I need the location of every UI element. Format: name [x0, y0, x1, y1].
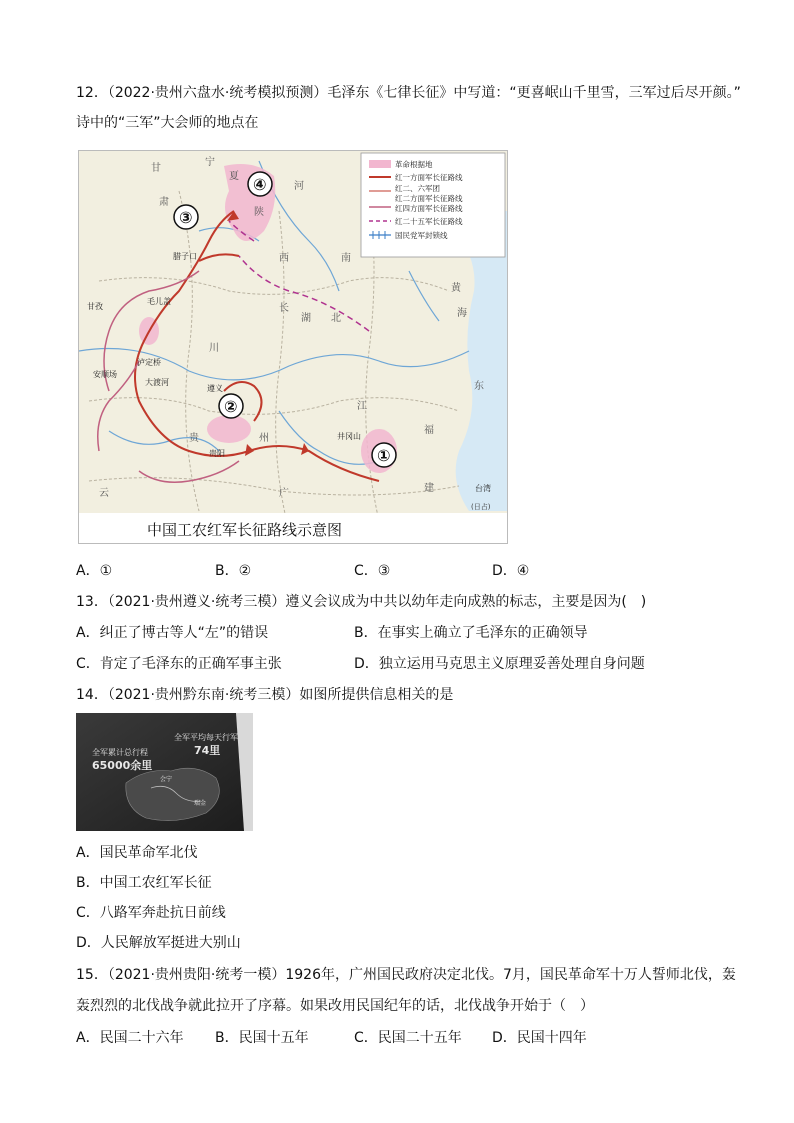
region-nan: 南	[341, 253, 351, 264]
q13-option-c[interactable]: C．肯定了毛泽东的正确军事主张	[76, 656, 282, 672]
place-guiyang: 贵阳	[209, 449, 225, 458]
q12-option-a[interactable]: A．①	[76, 563, 113, 579]
legend-fourth-army: 红四方面军长征路线	[395, 204, 463, 213]
region-yun: 云	[99, 488, 109, 499]
q13-option-d[interactable]: D．独立运用马克思主义原理妥善处理自身问题	[354, 656, 645, 672]
place-taiwan: 台湾	[475, 484, 491, 493]
q13-option-b[interactable]: B．在事实上确立了毛泽东的正确领导	[354, 625, 588, 641]
q15-option-d[interactable]: D．民国十四年	[492, 1030, 587, 1046]
q14-option-a[interactable]: A．国民革命军北伐	[76, 845, 198, 861]
place-ludingqiao: 泸定桥	[137, 358, 161, 367]
photo-text-65000: 65000余里	[92, 759, 153, 772]
q13-option-a[interactable]: A．纠正了博古等人“左”的错误	[76, 625, 269, 641]
q15-option-b[interactable]: B．民国十五年	[215, 1030, 309, 1046]
q15-option-a[interactable]: A．民国二十六年	[76, 1030, 184, 1046]
region-he: 河	[294, 181, 304, 192]
region-zhou: 州	[259, 433, 269, 444]
region-bei: 北	[331, 313, 341, 324]
q12-option-d[interactable]: D．④	[492, 563, 530, 579]
circle-1: ①	[377, 446, 391, 465]
photo-text-total: 全军累计总行程	[92, 748, 148, 757]
q12-stem-line2: 诗中的“三军”大会师的地点在	[76, 115, 259, 131]
long-march-photo	[76, 713, 253, 831]
photo-text-huining: 会宁	[160, 776, 173, 783]
region-guang: 广	[279, 488, 289, 499]
region-chang: 长	[279, 303, 289, 314]
q12-stem-line1: 12．（2022·贵州六盘水·统考模拟预测）毛泽东《七律长征》中写道：“更喜岷山千里雪，三军过后尽开颜。”	[76, 85, 741, 101]
q14-stem: 14．（2021·贵州黔东南·统考三模）如图所提供信息相关的是	[76, 687, 454, 703]
place-ganzi: 甘孜	[87, 302, 103, 311]
region-su: 肃	[159, 197, 169, 208]
region-xi: 西	[279, 253, 289, 264]
place-japanese-occupied: (日占)	[471, 503, 491, 511]
circle-2: ②	[224, 397, 238, 416]
region-gui: 贵	[189, 433, 199, 444]
long-march-map	[78, 150, 508, 544]
place-maoergai: 毛儿盖	[147, 297, 171, 306]
region-dong: 东	[474, 381, 484, 392]
place-daduhe: 大渡河	[145, 378, 169, 387]
region-ning: 宁	[205, 157, 215, 168]
circle-4: ④	[253, 175, 267, 194]
photo-text-74: 74里	[194, 744, 221, 757]
circle-3: ③	[179, 208, 193, 227]
place-lazikou: 腊子口	[173, 252, 197, 261]
region-jiang: 江	[357, 401, 367, 412]
place-anshunchang: 安顺场	[93, 370, 117, 379]
q14-option-b[interactable]: B．中国工农红军长征	[76, 875, 212, 891]
legend-2-6-corps: 红二、六军团	[395, 184, 440, 193]
q15-option-c[interactable]: C．民国二十五年	[354, 1030, 462, 1046]
region-gan: 甘	[151, 163, 161, 174]
q12-option-b[interactable]: B．②	[215, 563, 252, 579]
region-chuan: 川	[209, 343, 219, 354]
q15-stem-line1: 15．（2021·贵州贵阳·统考一模）1926年，广州国民政府决定北伐。7月，国民革命军十万人誓师北伐，轰	[76, 967, 736, 983]
legend-base: 革命根据地	[395, 160, 433, 169]
legend-second-army: 红二方面军长征路线	[395, 194, 463, 203]
q15-stem-line2: 轰烈烈的北伐战争就此拉开了序幕。如果改用民国纪年的话，北伐战争开始于（ ）	[76, 998, 594, 1014]
q14-option-c[interactable]: C．八路军奔赴抗日前线	[76, 905, 226, 921]
region-hu: 湖	[301, 313, 311, 324]
place-zunyi: 遵义	[207, 384, 223, 393]
region-xia: 夏	[229, 171, 239, 182]
photo-text-daily: 全军平均每天行军	[174, 733, 238, 742]
region-jian: 建	[424, 483, 434, 494]
q14-option-d[interactable]: D．人民解放军挺进大别山	[76, 935, 241, 951]
photo-text-ruijin: 瑞金	[194, 800, 207, 807]
q13-stem: 13．（2021·贵州遵义·统考三模）遵义会议成为中共以幼年走向成熟的标志，主要是因为( )	[76, 594, 647, 610]
region-fu: 福	[424, 425, 434, 436]
legend-blockade: 国民党军封锁线	[395, 231, 448, 240]
legend-first-army: 红一方面军长征路线	[395, 173, 463, 182]
region-shaan: 陕	[254, 207, 264, 218]
region-huang: 黄	[451, 283, 461, 294]
q12-option-c[interactable]: C．③	[354, 563, 391, 579]
region-hai: 海	[457, 308, 467, 319]
place-jinggangshan: 井冈山	[337, 432, 361, 441]
legend-25th-army: 红二十五军长征路线	[395, 217, 463, 226]
map-title: 中国工农红军长征路线示意图	[147, 521, 343, 539]
